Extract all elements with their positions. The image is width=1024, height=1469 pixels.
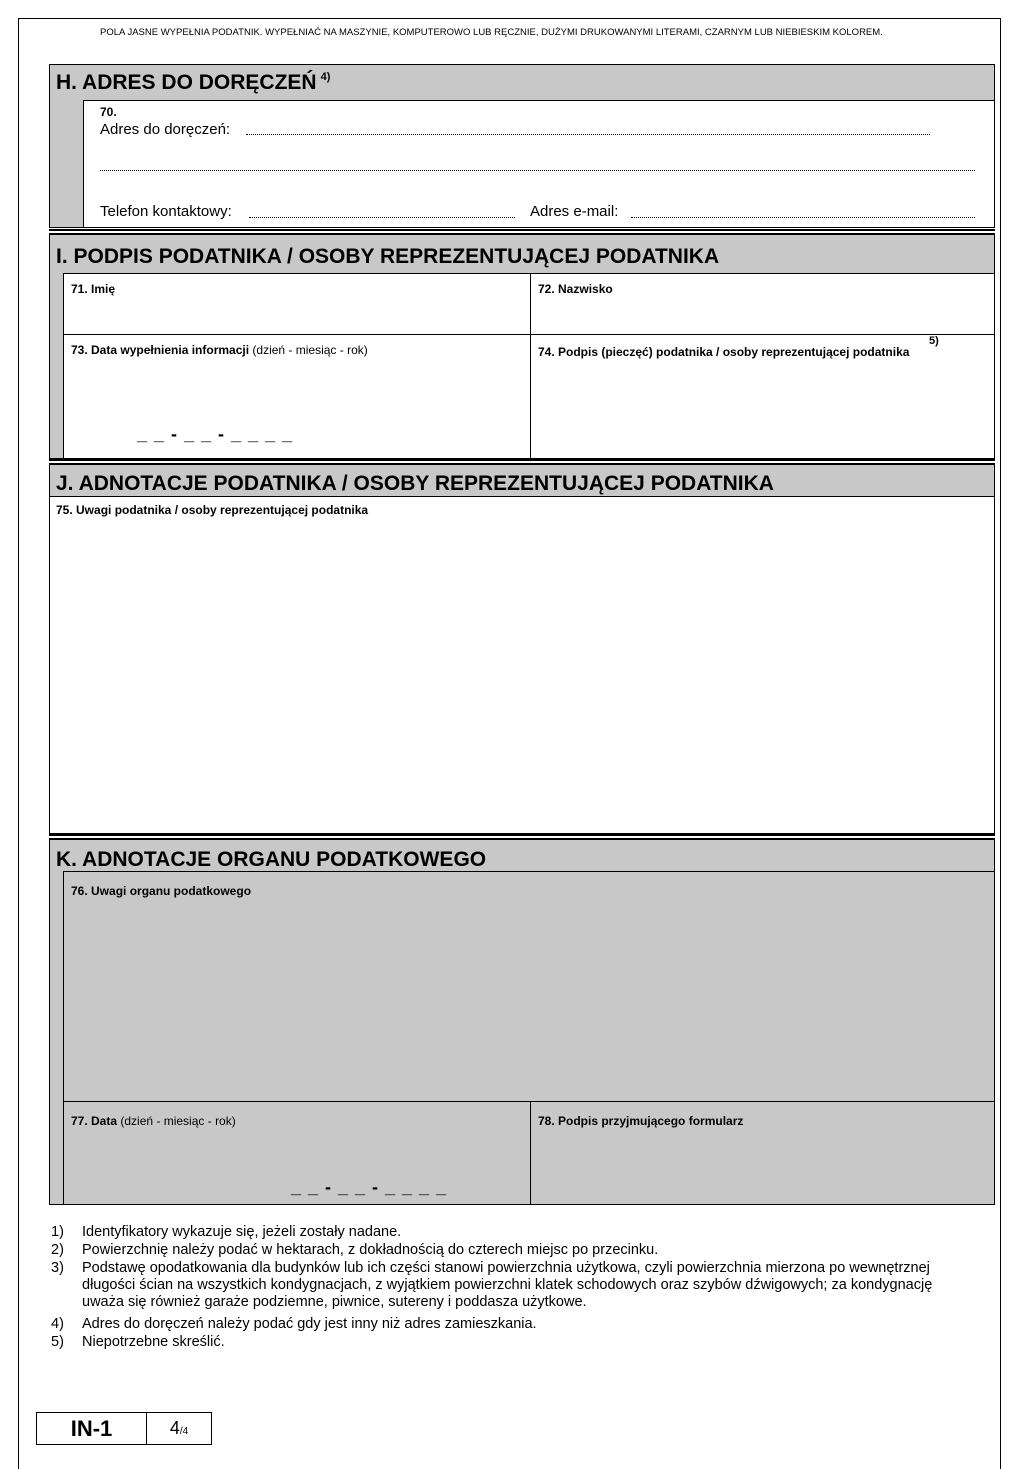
authority-date-label (71, 1114, 236, 1128)
address-input-line-2[interactable] (100, 170, 975, 171)
taxpayer-remarks-field[interactable] (49, 496, 995, 834)
footnote-ref-4: 4) (320, 71, 331, 83)
first-name-field[interactable] (63, 273, 531, 335)
fill-date-label-text: 73. Data wypełnienia informacji (71, 343, 250, 357)
first-name-label: 71. Imię (71, 282, 116, 296)
footnote-4-num: 4) (51, 1316, 64, 1332)
fill-instructions: POLA JASNE WYPEŁNIA PODATNIK. WYPEŁNIAĆ NA MASZYNIE, KOMPUTEROWO LUB RĘCZNIE, DUŻYMI DRUKOWANYMI LITERAMI, CZARNYM LUB NIEBIESKIM KOLOREM. (100, 27, 883, 38)
footnote-1-num: 1) (51, 1224, 64, 1240)
field-70-number: 70. (100, 105, 117, 119)
section-h-title-text: H. ADRES DO DORĘCZEŃ (56, 71, 317, 94)
footnote-5-text: Niepotrzebne skreślić. (82, 1334, 225, 1350)
fill-date-mask: _ _ - _ _ - _ _ _ _ (137, 424, 294, 444)
fill-date-label (71, 343, 368, 357)
section-i-title: I. PODPIS PODATNIKA / OSOBY REPREZENTUJĄCEJ PODATNIKA (56, 245, 720, 268)
page-frame-right (1000, 18, 1001, 1469)
form-code: IN-1 (70, 1416, 113, 1441)
separator-i-j (49, 459, 995, 461)
phone-input-line[interactable] (249, 217, 515, 218)
authority-date-mask: _ _ - _ _ - _ _ _ _ (291, 1177, 448, 1197)
page-frame-top (18, 18, 1000, 19)
address-label: Adres do doręczeń: (100, 121, 231, 138)
footnote-5-num: 5) (51, 1334, 64, 1350)
email-label: Adres e-mail: (530, 203, 619, 220)
page-frame-left (18, 18, 19, 1469)
footnote-1-text: Identyfikatory wykazuje się, jeżeli zostały nadane. (82, 1224, 402, 1240)
separator-j-k (49, 834, 995, 836)
section-h-title (56, 71, 330, 95)
authority-date-format: (dzień - miesiąc - rok) (120, 1114, 236, 1128)
footnote-5 (51, 1334, 991, 1351)
footnote-ref-5: 5) (929, 335, 939, 347)
footnote-3-text: Podstawę opodatkowania dla budynków lub ich części stanowi powierzchnia użytkowa, czyli powierzchnia mierzona po wewnętrznej długości ścian na wszystkich kondygnacjach, z wyjątkiem powierzchni klatek schodowych oraz szybów dźwigowych; za kondygnację uważa się również garaże podziemne, piwnice, sutereny i poddasza użytkowe. (82, 1260, 933, 1310)
footnote-2-num: 2) (51, 1242, 64, 1258)
separator-h-i (49, 229, 995, 231)
section-k-title: K. ADNOTACJE ORGANU PODATKOWEGO (56, 848, 487, 871)
last-name-label: 72. Nazwisko (538, 282, 613, 296)
footnote-2-text: Powierzchnię należy podać w hektarach, z dokładnością do czterech miejsc po przecinku. (82, 1242, 659, 1258)
fill-date-format: (dzień - miesiąc - rok) (252, 343, 368, 357)
authority-date-label-text: 77. Data (71, 1114, 118, 1128)
receiver-signature-label: 78. Podpis przyjmującego formularz (538, 1114, 744, 1128)
authority-remarks-label: 76. Uwagi organu podatkowego (71, 884, 252, 898)
footnote-3 (51, 1260, 991, 1314)
address-input-line-1[interactable] (246, 134, 930, 135)
footnote-3-num: 3) (51, 1260, 64, 1276)
footnote-4-text: Adres do doręczeń należy podać gdy jest inny niż adres zamieszkania. (82, 1316, 537, 1332)
footnote-2 (51, 1242, 991, 1259)
authority-remarks-field (63, 871, 995, 1102)
email-input-line[interactable] (631, 217, 975, 218)
section-j-title: J. ADNOTACJE PODATNIKA / OSOBY REPREZENTUJĄCEJ PODATNIKA (56, 472, 774, 495)
taxpayer-remarks-label: 75. Uwagi podatnika / osoby reprezentującej podatnika (56, 503, 369, 517)
phone-label: Telefon kontaktowy: (100, 203, 232, 220)
page-current: 4 (169, 1418, 180, 1438)
page-number (146, 1418, 212, 1439)
page-total: /4 (179, 1426, 189, 1437)
footnote-1 (51, 1224, 991, 1241)
footnote-4 (51, 1316, 991, 1333)
signature-label: 74. Podpis (pieczęć) podatnika / osoby reprezentującej podatnika (538, 345, 910, 359)
